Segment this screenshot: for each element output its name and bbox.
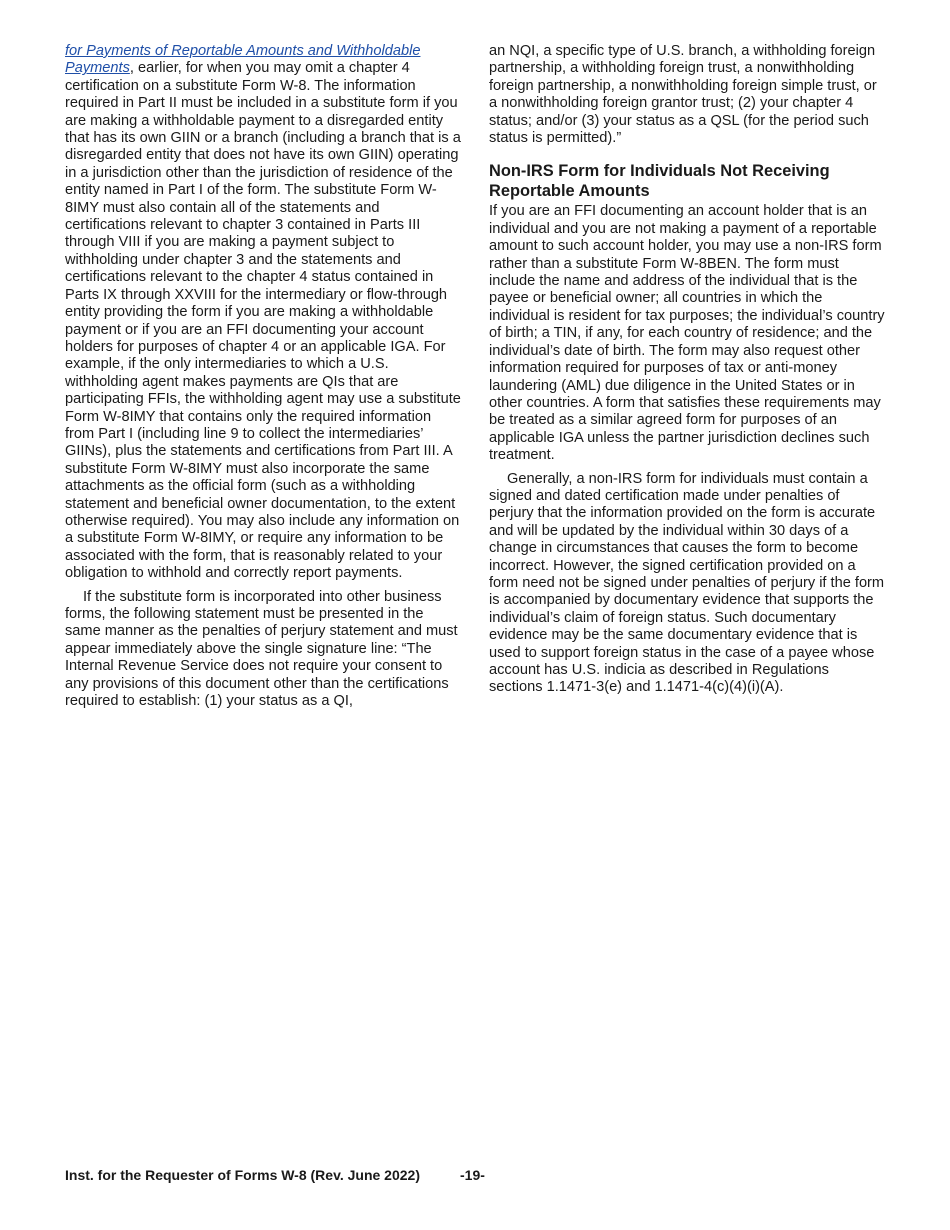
right-paragraph-2: If you are an FFI documenting an account holder that is an individual and you are not making a payment of a reportable amount to such account holder, you may use a non-IRS form rather than a substitute Form W-8BEN. The form must include the name and address of the individual that is the payee or beneficial owner; all countries in which the individual is resident for tax purposes; the individual’s country of birth; a TIN, if any, for each country of residence; and the individual’s date of birth. The form may also request other information required for purposes of tax or anti-money laundering (AML) due diligence in the United States or in other countries. A form that satisfies these requirements may be treated as a similar agreed form for purposes of an applicable IGA unless the partner jurisdiction declines such treatment. <box>489 203 885 464</box>
footer-title: Inst. for the Requester of Forms W-8 (Rev. June 2022) <box>65 1167 420 1183</box>
right-paragraph-1: an NQI, a specific type of U.S. branch, a withholding foreign partnership, a withholding foreign trust, a nonwithholding foreign partnership, a nonwithholding foreign simple trust, or a nonwithholding foreign grantor trust; (2) your chapter 4 status; and/or (3) your status as a QSL (for the period such status is permitted).” <box>489 43 877 147</box>
section-heading: Non-IRS Form for Individuals Not Receiving Reportable Amounts <box>489 162 830 201</box>
cross-reference-link[interactable]: for Payments of Reportable Amounts and Withholdable Payments <box>65 43 421 77</box>
right-paragraph-3: Generally, a non-IRS form for individuals must contain a signed and dated certification made under penalties of perjury that the information provided on the form is accurate and will be updated by the individual within 30 days of a change in circumstances that causes the form to become incorrect. However, the signed certification provided on a form need not be signed under penalties of perjury if the form is accompanied by documentary evidence that supports the individual’s claim of foreign status. Such documentary evidence may be the same documentary evidence that is used to support foreign status in the case of a payee whose account has U.S. indicia as described in Regulations sections 1.1471-3(e) and 1.1471-4(c)(4)(i)(A). <box>489 470 885 696</box>
left-paragraph-1 <box>65 43 462 583</box>
left-column <box>65 43 462 716</box>
left-paragraph-2: If the substitute form is incorporated into other business forms, the following statement must be presented in the same manner as the penalties of perjury statement and must appear immediately above the single signature line: “The Internal Revenue Service does not require your consent to any provisions of this document other than the certifications required to establish: (1) your status as a QI, <box>65 588 458 710</box>
right-column <box>489 43 886 703</box>
page-footer <box>65 1167 485 1183</box>
left-paragraph-1-text: , earlier, for when you may omit a chapter 4 certification on a substitute Form W-8. The information required in Part II must be included in a substitute form if you are making a withholdable payment to a disregarded entity that has its own GIIN or a branch (including a branch that is a disregarded entity that does not have its own GIIN) operating in a jurisdiction other than the jurisdiction of residence of the entity named in Part I of the form. The substitute Form W-8IMY must also contain all of the statements and certifications relevant to chapter 3 contained in Parts III through VIII if you are making a payment subject to withholding under chapter 3 and the statements and certifications relevant to the chapter 4 status contained in Parts IX through XXVIII for the intermediary or flow-through entity providing the form if you are making a withholdable payment or if you are an FFI documenting your account holders for purposes of chapter 4 or an applicable IGA. For example, if the only intermediaries to which a U.S. withholding agent makes payments are QIs that are participating FFIs, the withholding agent may use a substitute Form W-8IMY that contains only the required information from Part I (including line 9 to collect the intermediaries’ GIINs), plus the statements and certifications from Part III. A substitute Form W-8IMY must also incorporate the same attachments as the official form (such as a withholding statement and beneficial owner documentation, to the extent otherwise required). You may also include any information on a substitute Form W-8IMY, or require any information to be associated with the form, that is reasonably related to your obligation to withhold and correctly report payments. <box>65 60 461 582</box>
page-number: -19- <box>460 1167 485 1183</box>
